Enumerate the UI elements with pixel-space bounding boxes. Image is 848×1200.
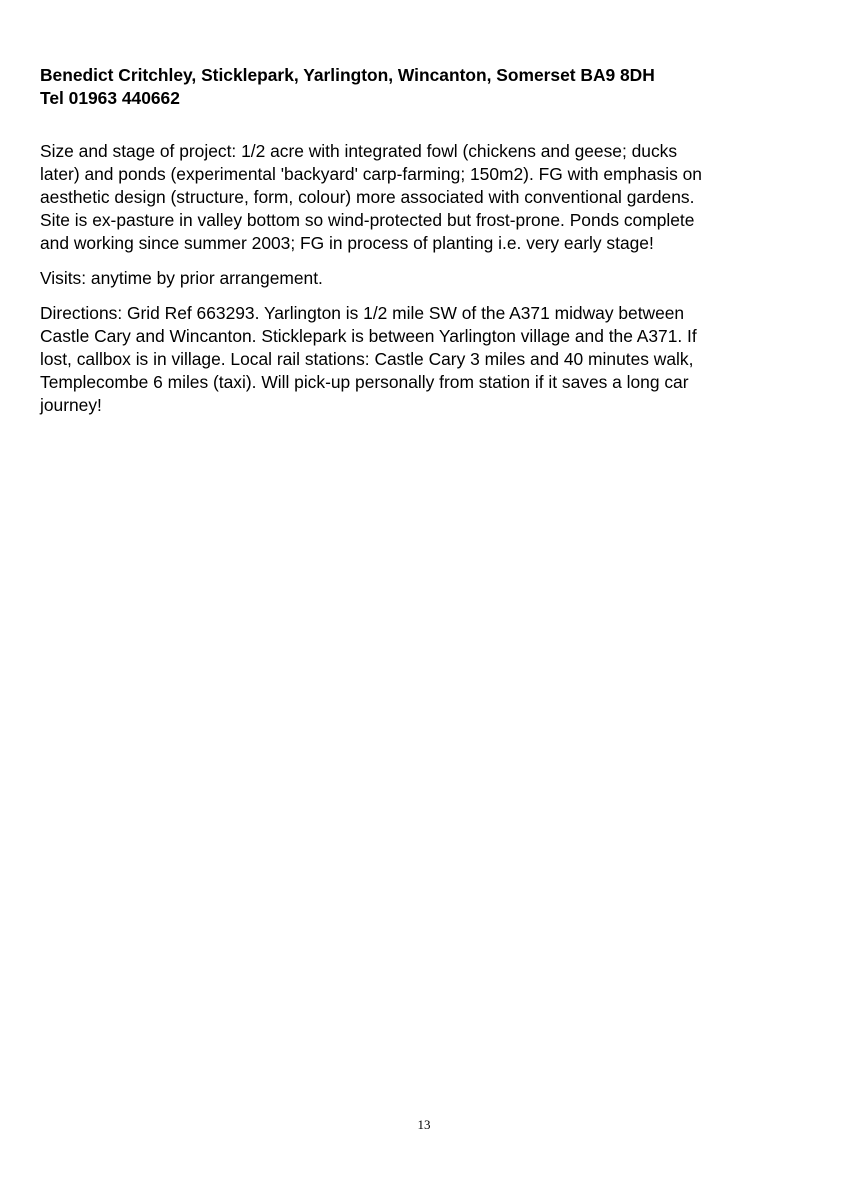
document-body	[40, 140, 824, 429]
paragraph-line: Visits: anytime by prior arrangement.	[40, 268, 323, 288]
paragraph-line: journey!	[40, 395, 102, 415]
directions-paragraph	[40, 302, 824, 417]
size-stage-paragraph	[40, 140, 824, 255]
paragraph-line: Directions: Grid Ref 663293. Yarlington is 1/2 mile SW of the A371 midway between	[40, 303, 685, 323]
paragraph-line: later) and ponds (experimental 'backyard' carp-farming; 150m2). FG with emphasis on	[40, 164, 702, 184]
contact-telephone: Tel 01963 440662	[40, 88, 180, 108]
paragraph-line: Size and stage of project: 1/2 acre with integrated fowl (chickens and geese; ducks	[40, 141, 678, 161]
paragraph-line: Site is ex-pasture in valley bottom so wind-protected but frost-prone. Ponds complete	[40, 210, 695, 230]
paragraph-line: aesthetic design (structure, form, colour) more associated with conventional gardens.	[40, 187, 695, 207]
contact-header	[40, 64, 820, 110]
paragraph-line: Templecombe 6 miles (taxi). Will pick-up personally from station if it saves a long car	[40, 372, 689, 392]
paragraph-line: lost, callbox is in village. Local rail stations: Castle Cary 3 miles and 40 minutes walk,	[40, 349, 694, 369]
visits-paragraph	[40, 267, 824, 290]
paragraph-line: Castle Cary and Wincanton. Sticklepark is between Yarlington village and the A371. If	[40, 326, 697, 346]
paragraph-line: and working since summer 2003; FG in process of planting i.e. very early stage!	[40, 233, 654, 253]
contact-name-address: Benedict Critchley, Sticklepark, Yarlington, Wincanton, Somerset BA9 8DH	[40, 65, 655, 85]
page-number: 13	[417, 1117, 431, 1132]
